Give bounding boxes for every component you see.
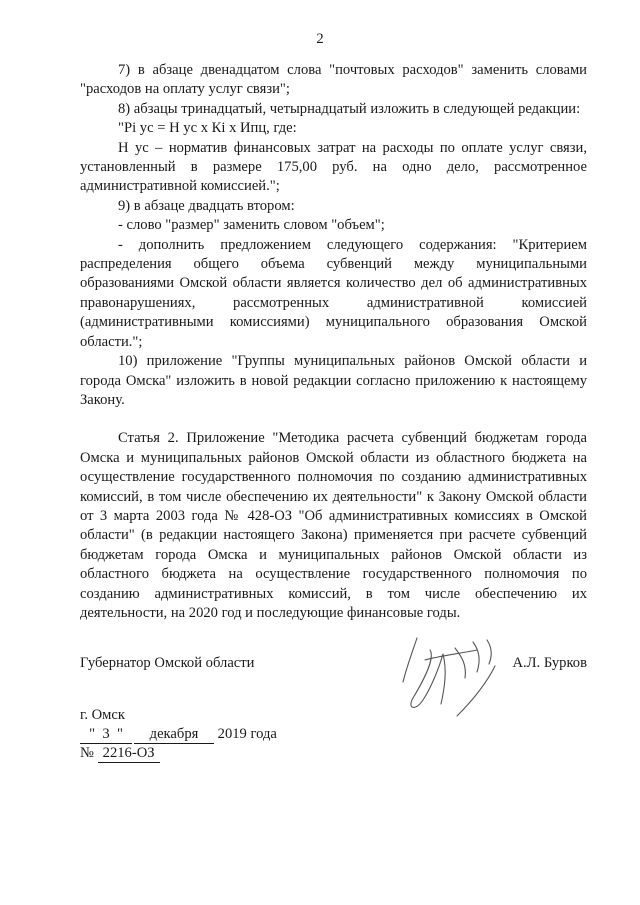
document-number-line xyxy=(80,744,160,763)
amendment-item-8: 8) абзацы тринадцатый, четырнадцатый изложить в следующей редакции: xyxy=(118,100,581,117)
quote-close: " xyxy=(116,726,123,742)
handwritten-signature xyxy=(395,620,525,730)
quote-open: " xyxy=(89,726,96,742)
document-number: 2216-ОЗ xyxy=(98,745,160,763)
governor-name: А.Л. Бурков xyxy=(512,655,587,671)
norm-definition: Н ус – норматив финансовых затрат на расходы по оплате услуг связи, установленный в размере 175,00 руб. на одно дело, рассмотренное административной комиссией."; xyxy=(80,139,587,195)
paragraph-gap xyxy=(80,410,587,429)
date-line xyxy=(80,725,277,744)
amendment-item-9: 9) в абзаце двадцать втором: xyxy=(118,197,295,214)
formula-line: "Рi ус = Н ус х Кi х Ипц, где: xyxy=(118,120,297,137)
amendment-item-10: 10) приложение "Группы муниципальных районов Омской области и города Омска" изложить в новой редакции согласно приложению к настоящему Закону. xyxy=(80,353,587,408)
article-2: Статья 2. Приложение "Методика расчета субвенций бюджетам города Омска и муниципальных районов Омской области из областного бюджета на осуществление государственного полномочия по созданию административных комиссий, в том числе обеспечению их деятельности" к Закону Омской области от 3 марта 2003 года № 428-ОЗ "Об административных комиссиях в Омской области" (в редакции настоящего Закона) применяется при расчете субвенций бюджетам города Омска и муниципальных районов Омской области из областного бюджета на осуществление государственного полномочия по созданию административных комиссий, в том числе обеспечению их деятельности, на 2020 год и последующие финансовые годы. xyxy=(80,430,587,621)
page-number: 2 xyxy=(316,31,324,47)
governor-title: Губернатор Омской области xyxy=(80,655,255,671)
city: г. Омск xyxy=(80,707,125,723)
date-month: декабря xyxy=(134,726,214,744)
document-body xyxy=(80,61,587,623)
amendment-item-9b: - дополнить предложением следующего содержания: "Критерием распределения общего объема субвенций между муниципальными образованиями Омской области является количество дел об административных правонарушениях, рассмотренных административной комиссией (административными комиссиями) муниципального образования Омской области."; xyxy=(80,236,587,350)
date-day: 3 xyxy=(102,726,110,742)
amendment-item-9a: - слово "размер" заменить словом "объем"; xyxy=(118,217,385,234)
amendment-item-7: 7) в абзаце двенадцатом слова "почтовых расходов" заменить словами "расходов на оплату услуг связи"; xyxy=(80,62,587,98)
date-year: 2019 года xyxy=(217,726,277,742)
number-sign: № xyxy=(80,745,94,761)
date-day-field xyxy=(80,726,132,744)
